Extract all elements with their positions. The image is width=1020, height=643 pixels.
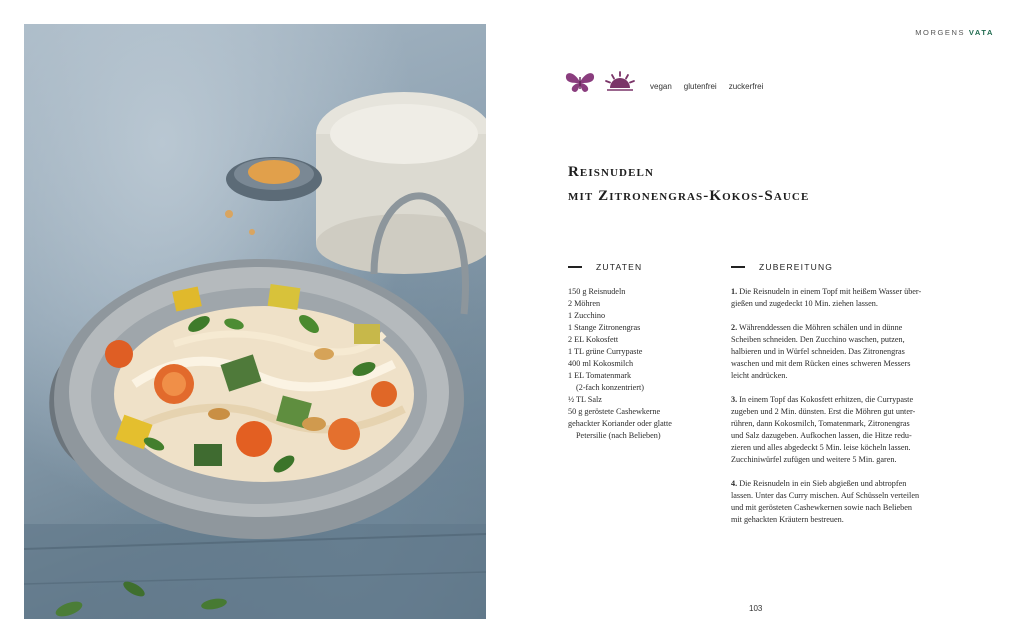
diet-tags xyxy=(650,74,775,91)
ingredient-item: Petersilie (nach Belieben) xyxy=(576,431,661,440)
butterfly-icon xyxy=(564,69,596,95)
ingredient-item: 150 g Reisnudeln xyxy=(568,287,626,296)
ingredients-heading-label: ZUTATEN xyxy=(596,262,643,272)
ingredient-item: (2-fach konzentriert) xyxy=(576,383,644,392)
preparation-heading xyxy=(731,262,833,272)
ingredients-heading xyxy=(568,262,642,272)
ingredients-list xyxy=(568,286,718,442)
preparation-step xyxy=(731,286,945,310)
step-line xyxy=(731,322,945,334)
step-text: mit gehackten Kräutern bestreuen. xyxy=(731,515,844,524)
step-line xyxy=(731,478,945,490)
heading-rule xyxy=(568,266,582,268)
ingredient-item: 1 EL Tomatenmark xyxy=(568,371,632,380)
step-text: zieren und alles abgedeckt 5 Min. leise köcheln lassen. xyxy=(731,443,911,452)
step-text: zugeben und 2 Min. dünsten. Erst die Möhren gut unter- xyxy=(731,407,916,416)
step-number: 1. xyxy=(731,287,738,296)
sun-icon xyxy=(604,69,636,95)
step-line xyxy=(731,454,945,466)
ingredient-item: ½ TL Salz xyxy=(568,395,602,404)
step-text: leicht andrücken. xyxy=(731,371,788,380)
ingredient-item: 50 g geröstete Cashewkerne xyxy=(568,407,661,416)
step-text: In einem Topf das Kokosfett erhitzen, die Currypaste xyxy=(739,395,914,404)
step-line xyxy=(731,442,945,454)
ingredient-item: 1 Zucchino xyxy=(568,311,606,320)
recipe-title xyxy=(568,160,809,208)
step-text: halbieren und in Würfel schneiden. Das Zitronengras xyxy=(731,347,905,356)
running-head-dosha: VATA xyxy=(968,28,994,37)
step-text: Scheiben schneiden. Den Zucchino waschen, putzen, xyxy=(731,335,905,344)
step-text: rühren, dann Kokosmilch, Tomatenmark, Zitronengras xyxy=(731,419,910,428)
ingredient-item: gehackter Koriander oder glatte xyxy=(568,419,672,428)
ingredient-item: 1 Stange Zitronengras xyxy=(568,323,641,332)
step-text: lassen. Unter das Curry mischen. Auf Schüsseln verteilen xyxy=(731,491,920,500)
step-text: Die Reisnudeln in einem Topf mit heißem Wasser über- xyxy=(739,287,922,296)
step-number: 2. xyxy=(731,323,738,332)
step-text: Zucchiniwürfel zufügen und weitere 5 Min. garen. xyxy=(731,455,897,464)
noodle-dish-illustration xyxy=(24,24,486,619)
recipe-photo xyxy=(24,24,486,619)
preparation-heading-label: ZUBEREITUNG xyxy=(759,262,834,272)
ingredient-item: 2 EL Kokosfett xyxy=(568,335,619,344)
step-text: gießen und zugedeckt 10 Min. ziehen lassen. xyxy=(731,299,878,308)
preparation-step xyxy=(731,322,945,382)
step-line xyxy=(731,334,945,346)
step-text: waschen und mit dem Rücken eines schweren Messers xyxy=(731,359,911,368)
step-line xyxy=(731,502,945,514)
step-text: Die Reisnudeln in ein Sieb abgießen und abtropfen xyxy=(739,479,907,488)
ingredient-item: 400 ml Kokosmilch xyxy=(568,359,634,368)
step-line xyxy=(731,514,945,526)
step-line xyxy=(731,346,945,358)
recipe-title-line-2: mit Zitronengras-Kokos-Sauce xyxy=(568,188,810,204)
page-number: 103 xyxy=(749,604,763,613)
step-line xyxy=(731,430,945,442)
preparation-steps xyxy=(731,286,945,538)
step-line xyxy=(731,406,945,418)
step-line xyxy=(731,298,945,310)
running-head-section: MORGENS xyxy=(915,28,966,37)
ingredient-item: 1 TL grüne Currypaste xyxy=(568,347,643,356)
step-number: 4. xyxy=(731,479,738,488)
tag-zuckerfrei: zuckerfrei xyxy=(728,81,764,91)
tag-vegan: vegan xyxy=(650,81,672,91)
heading-rule xyxy=(731,266,745,268)
preparation-step xyxy=(731,394,945,466)
recipe-title-line-1: Reisnudeln xyxy=(568,164,655,180)
step-text: Währenddessen die Möhren schälen und in dünne xyxy=(739,323,903,332)
recipe-badges xyxy=(564,68,775,96)
step-line xyxy=(731,418,945,430)
step-text: und mit gerösteten Cashewkernen sowie nach Belieben xyxy=(731,503,912,512)
step-line xyxy=(731,394,945,406)
step-line xyxy=(731,286,945,298)
running-head xyxy=(915,28,994,37)
step-number: 3. xyxy=(731,395,738,404)
preparation-step xyxy=(731,478,945,526)
step-line xyxy=(731,490,945,502)
step-line xyxy=(731,358,945,370)
step-text: und Salz dazugeben. Aufkochen lassen, die Hitze redu- xyxy=(731,431,912,440)
tag-glutenfrei: glutenfrei xyxy=(683,81,717,91)
step-line xyxy=(731,370,945,382)
ingredient-item: 2 Möhren xyxy=(568,299,601,308)
